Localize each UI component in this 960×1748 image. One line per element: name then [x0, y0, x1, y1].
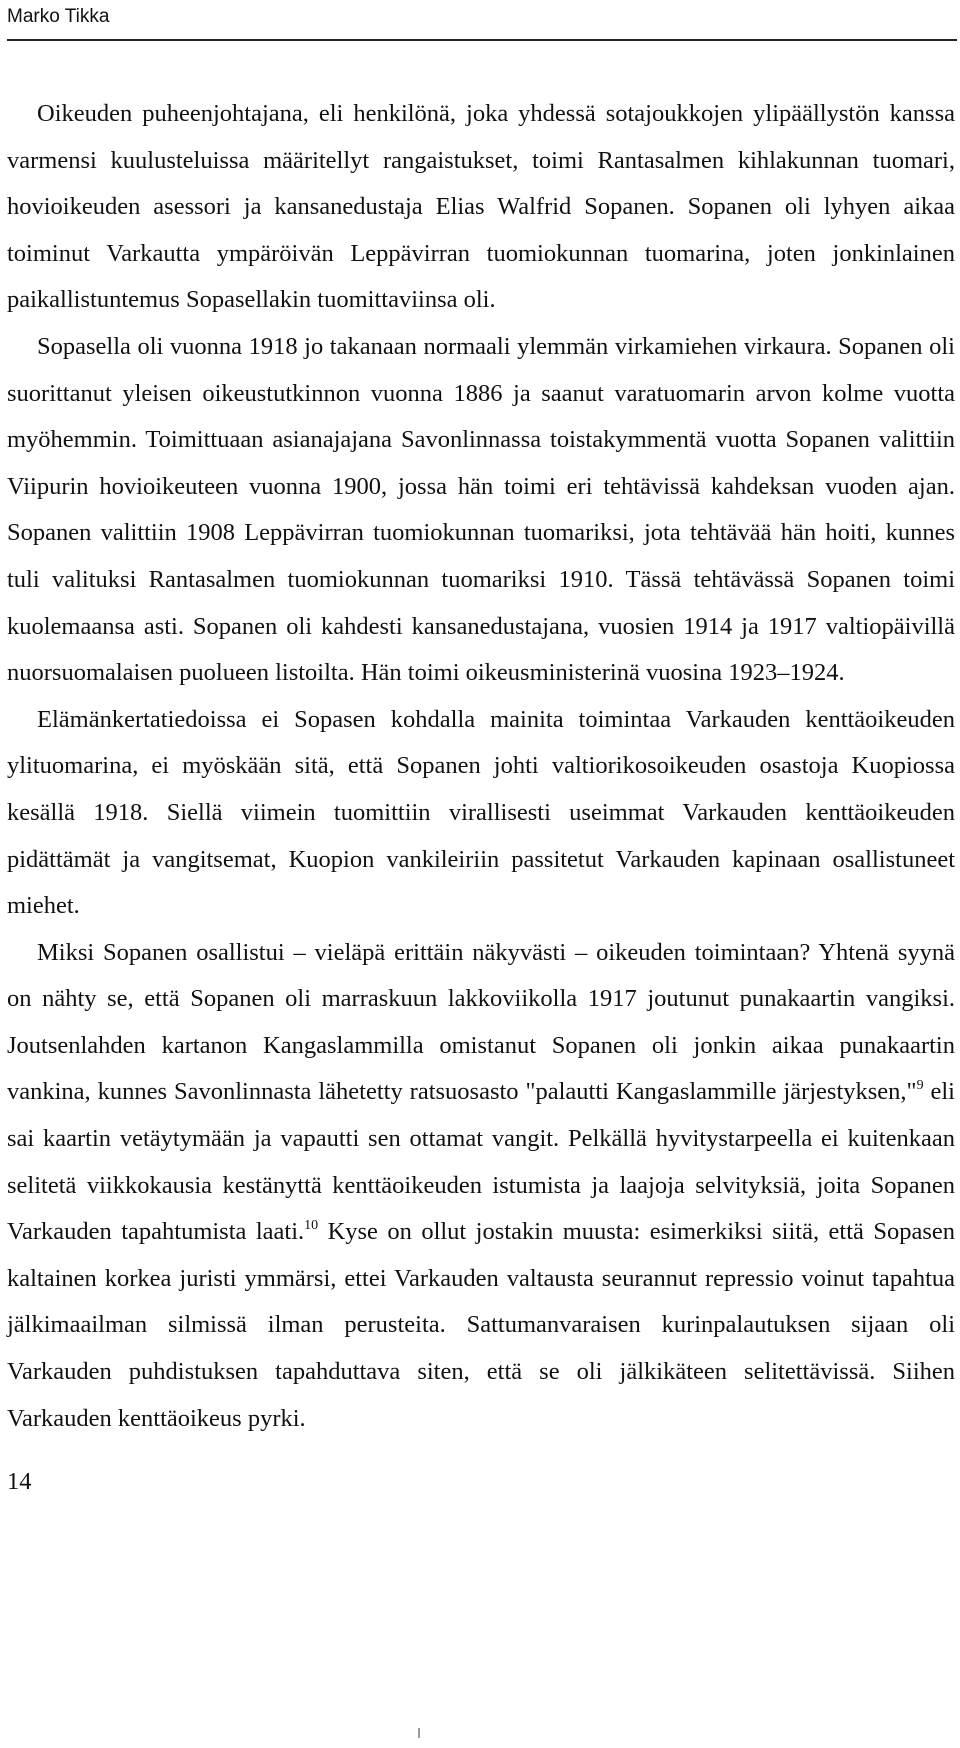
paragraph-1-text: Oikeuden puheenjohtajana, eli henkilönä, joka yhdessä sotajoukkojen ylipäällystön kanssa varmensi kuulusteluissa määritellyt rangaistukset, toimi Rantasalmen kihlakunnan tuomari, hovioikeuden asessori ja kansanedustaja Elias Walfrid Sopanen. Sopanen oli lyhyen aikaa toiminut Varkautta ympäröivän Leppävirran tuomiokunnan tuomarina, joten jonkinlainen paikallistuntemus Sopasellakin tuomittaviinsa oli. — [7, 100, 955, 314]
body-text — [7, 91, 955, 1442]
running-head-author: Marko Tikka — [7, 6, 110, 27]
scan-artifact-mark — [418, 1728, 420, 1738]
paragraph-1 — [7, 91, 955, 324]
paragraph-3 — [7, 697, 955, 930]
paragraph-2-text: Sopasella oli vuonna 1918 jo takanaan normaali ylemmän virkamiehen virkaura. Sopanen oli suorittanut yleisen oikeustutkinnon vuonna 1886 ja saanut varatuomarin arvon kolme vuotta myöhemmin. Toimittuaan asianajajana Savonlinnassa toistakymmentä vuotta Sopanen valittiin Viipurin hovioikeuteen vuonna 1900, jossa hän toimi eri tehtävissä kahdeksan vuoden ajan. Sopanen valittiin 1908 Leppävirran tuomiokunnan tuomariksi, jota tehtävää hän hoiti, kunnes tuli valituksi Rantasalmen tuomiokunnan tuomariksi 1910. Tässä tehtävässä Sopanen toimi kuolemaansa asti. Sopanen oli kahdesti kansanedustajana, vuosien 1914 ja 1917 valtiopäivillä nuorsuomalaisen puolueen listoilta. Hän toimi oikeusministerinä vuosina 1923–1924. — [7, 332, 955, 687]
paragraph-4-text-part-1: Miksi Sopanen osallistui – vieläpä erittäin näkyvästi – oikeuden toimintaan? Yhtenä syynä on nähty se, että Sopanen oli marraskuun lakkoviikolla 1917 joutunut punakaartin vangiksi. Joutsenlahden kartanon Kangaslammilla omistanut Sopanen oli jonkin aikaa punakaartin vankina, kunnes Savonlinnasta lähetetty ratsuosasto "palautti Kangaslammille järjestyksen," — [7, 938, 955, 1106]
footnote-ref-9: 9 — [916, 1078, 924, 1094]
paragraph-2 — [7, 324, 955, 697]
header-rule — [7, 39, 957, 41]
paragraph-4-text-part-3: Kyse on ollut jostakin muusta: esimerkiksi siitä, että Sopasen kaltainen korkea juristi ymmärsi, ettei Varkauden valtausta seurannut repressio voinut tapahtua jälkimaailman silmissä ilman perusteita. Sattumanvaraisen kurinpalautuksen sijaan oli Varkauden puhdistuksen tapahduttava siten, että se oli jälkikäteen selitettävissä. Siihen Varkauden kenttäoikeus pyrki. — [7, 1218, 955, 1432]
paragraph-4-text-part-2: eli sai kaartin vetäytymään ja vapautti sen ottamat vangit. Pelkällä hyvitystarpeella ei kuitenkaan selitetä viikkokausia kestänyttä kenttäoikeuden istumista ja laajoja selvityksiä, joita Sopanen Varkauden tapahtumista laati. — [7, 1078, 955, 1246]
footnote-ref-10: 10 — [304, 1218, 319, 1234]
page-number: 14 — [7, 1468, 32, 1495]
paragraph-3-text: Elämänkertatiedoissa ei Sopasen kohdalla mainita toimintaa Varkauden kenttäoikeuden ylituomarina, ei myöskään sitä, että Sopanen johti valtiorikosoikeuden osastoja Kuopiossa kesällä 1918. Siellä viimein tuomittiin virallisesti useimmat Varkauden kenttäoikeuden pidättämät ja vangitsemat, Kuopion vankileiriin passitetut Varkauden kapinaan osallistuneet miehet. — [7, 705, 955, 920]
paragraph-4 — [7, 930, 955, 1443]
